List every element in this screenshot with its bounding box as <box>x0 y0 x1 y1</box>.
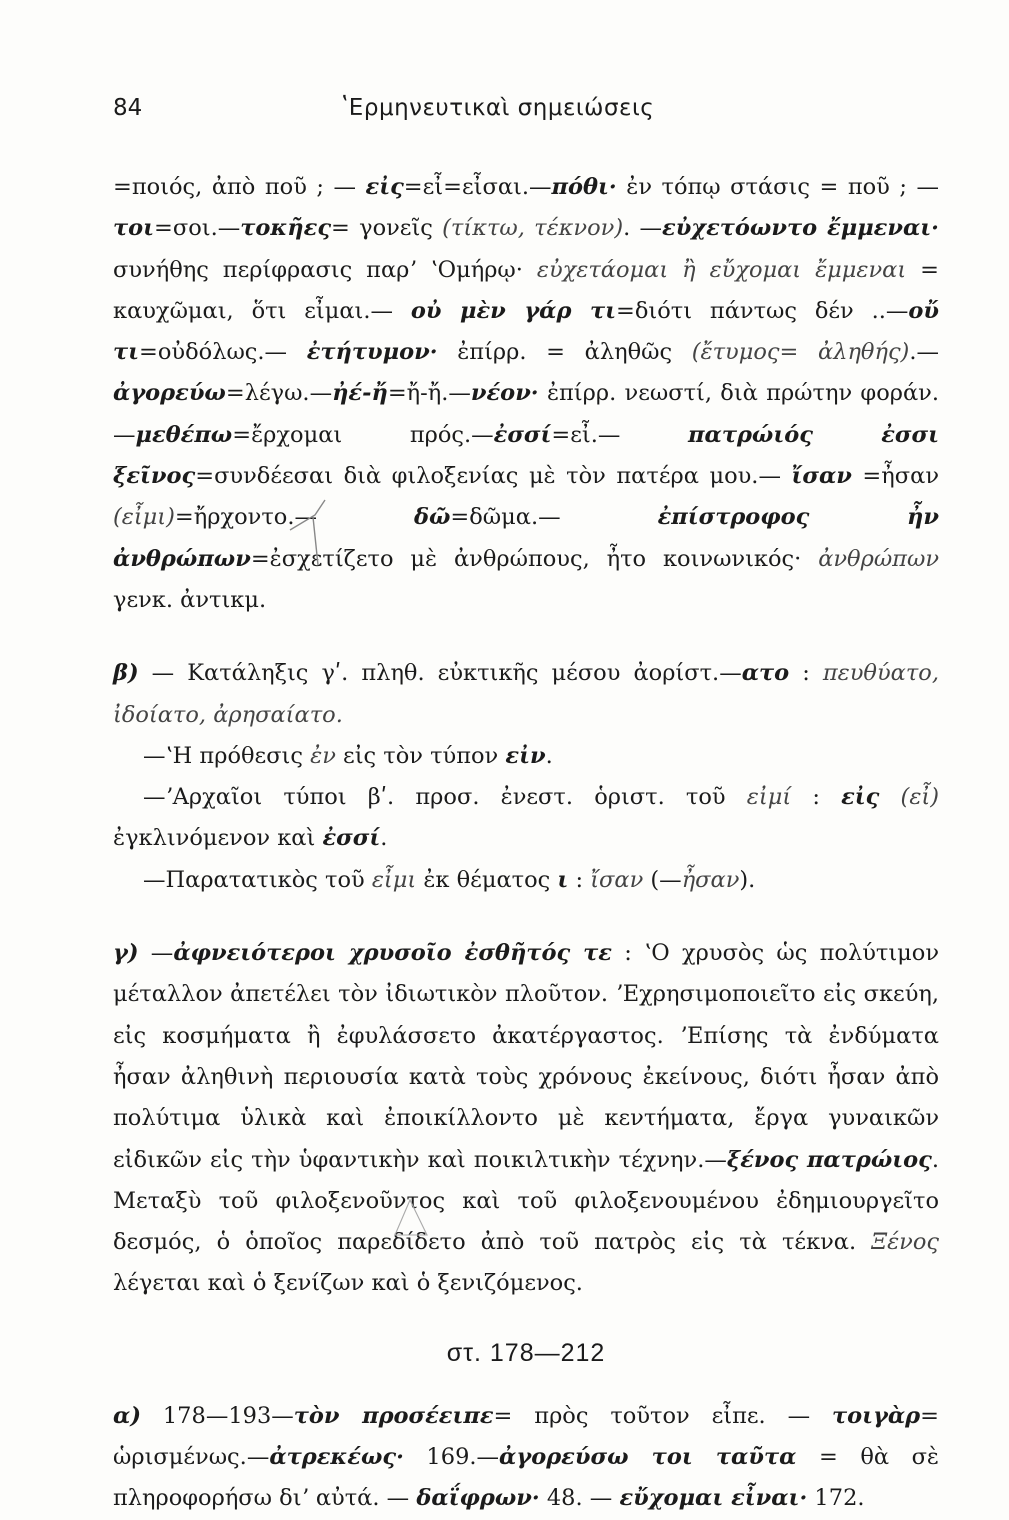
lemma-term: εὐχετόωντο ἔμμεναι· <box>662 215 939 242</box>
text-run: = καυχῶμαι, ὅτι εἶμαι.— <box>113 256 939 324</box>
italic-gloss: εἶμι <box>371 866 417 893</box>
lemma-term: ἐσσί <box>493 421 552 448</box>
text-run: =συνδέεσαι διὰ φιλοξενίας μὲ τὸν πατέρα μου.— <box>195 463 792 490</box>
text-run: λέγεται καὶ ὁ ξενίζων καὶ ὁ ξενιζόμενος. <box>113 1270 583 1297</box>
italic-gloss: (εἶμι) <box>113 504 175 531</box>
text-run: συνήθης περίφρασις παρʼ ʽΟμήρῳ· <box>113 256 537 283</box>
text-run: ἐπίρρ. νεωστί, διὰ πρώτην φοράν.— <box>113 380 939 448</box>
text-run: —Παρατατικὸς τοῦ <box>143 866 372 893</box>
text-run: γενκ. ἀντικμ. <box>113 586 267 613</box>
lemma-term: ἠέ-ἤ <box>332 380 388 407</box>
lemma-term: τὸν προσέειπε <box>293 1402 494 1429</box>
text-run: 172. <box>807 1485 865 1512</box>
text-run: 48. — <box>539 1485 620 1512</box>
text-run: (— <box>643 866 682 893</box>
text-run: =δῶμα.— <box>450 504 658 531</box>
text-run: = θὰ σὲ πληροφορήσω διʼ αὐτά. — <box>113 1444 940 1512</box>
italic-gloss: (εἶ) <box>900 784 939 811</box>
italic-gloss: εἰμί <box>746 784 792 811</box>
italic-gloss: (τίκτω, τέκνον) <box>442 215 624 242</box>
text-run: ἐγκλινόμενον καὶ <box>113 825 323 852</box>
text-run: =οὐδόλως.— <box>139 339 307 366</box>
lemma-term: ξένος πατρώιος <box>726 1146 932 1173</box>
italic-gloss: ἴσαν <box>590 866 644 893</box>
text-run: ). <box>739 866 756 893</box>
lemma-term: γ) <box>113 940 139 967</box>
italic-gloss: πευθύατο, ἰδοίατο, ἀρησαίατο. <box>113 660 939 728</box>
lemma-term: δαΐφρων· <box>416 1485 540 1512</box>
lemma-term: ἀγορεύσω τοι ταῦτα <box>499 1444 797 1471</box>
text-run: =ἐσχετίζετο μὲ ἀνθρώπους, ἦτο κοινωνικός· <box>250 545 819 572</box>
text-run: .— <box>909 339 939 366</box>
pencil-mark <box>285 495 355 575</box>
italic-gloss: ἐν <box>310 742 336 769</box>
lemma-term: μεθέπω <box>135 421 233 448</box>
text-run: — Κατάληξις γʹ. πληθ. εὐκτικῆς μέσου ἀορίστ.— <box>138 660 742 687</box>
italic-gloss: εὐχετάομαι ἢ εὔχομαι ἔμμεναι <box>536 256 907 283</box>
text-run: . <box>545 742 553 769</box>
text-run: —ʼΑρχαῖοι τύποι βʹ. προσ. ἐνεστ. ὁριστ. τοῦ <box>143 784 747 811</box>
text-run: =ἤ-ἤ.— <box>387 380 471 407</box>
text-run: =ἦσαν <box>851 463 939 490</box>
text-run: = ὡρισμένως.— <box>113 1402 939 1471</box>
text-run: . Μεταξὺ τοῦ φιλοξενοῦντος καὶ τοῦ φιλοξενουμένου ἐδημιουργεῖτο δεσμός, ὁ ὁποῖος παρεδίδετο ἀπὸ τοῦ πατρὸς εἰς τὰ τέκνα. <box>113 1146 939 1256</box>
text-run: ἐπίρρ. = ἀληθῶς <box>437 339 692 366</box>
lemma-term: ἐτήτυμον· <box>306 339 438 366</box>
italic-gloss: (ἔτυμος= ἀληθής) <box>691 339 910 366</box>
text-run: . <box>380 825 388 852</box>
text-run: —ʽΗ πρόθεσις <box>143 742 311 769</box>
text-run: . — <box>623 215 663 242</box>
commentary-paragraph <box>113 860 939 901</box>
commentary-body <box>113 167 939 1520</box>
commentary-paragraph <box>113 736 939 777</box>
text-run: 169.— <box>403 1444 500 1471</box>
italic-gloss: Ξένος <box>871 1229 939 1256</box>
lemma-term: πόθι· <box>551 174 617 200</box>
lemma-term: δῶ <box>413 504 451 531</box>
text-run: =σοι.— <box>154 215 241 242</box>
lemma-term: β) <box>113 660 139 687</box>
text-run: =λέγω.— <box>225 380 333 407</box>
lemma-term: ἐσσί <box>322 825 381 852</box>
lemma-term: εἰς <box>841 784 880 811</box>
lemma-term: ἴσαν <box>791 463 852 490</box>
lemma-term: ι <box>557 866 569 893</box>
lemma-term: εἰν <box>505 742 546 769</box>
text-run: : ʽΟ χρυσὸς ὡς πολύτιμον μέταλλον ἀπετέλει τὸν ἰδιωτικὸν πλοῦτον. ʼΕχρησιμοποιεῖτο εἰς σκεύη, εἰς κοσμήματα ἢ ἐφυλάσσετο ἀκατέργαστος. ʼΕπίσης τὰ ἐνδύματα ἦσαν ἀληθινὴ περιουσία κατὰ τοὺς χρόνους ἐκείνους, διότι ἦσαν ἀπὸ πολύτιμα ὑλικὰ καὶ ἐποικίλλοντο μὲ κεντήματα, ἔργα γυναικῶν εἰδικῶν εἰς τὴν ὑφαντικὴν καὶ ποικιλτικὴν τέχνην.— <box>113 940 940 1173</box>
text-run: : <box>791 784 842 811</box>
text-run: : <box>568 866 591 893</box>
text-run: : <box>789 660 823 687</box>
running-title: ʽΕρμηνευτικαὶ σημειώσεις <box>341 95 655 121</box>
lemma-term: α) <box>113 1402 141 1429</box>
commentary-paragraph <box>113 167 939 621</box>
text-run: — <box>138 940 174 967</box>
lemma-term: οὔ τι <box>113 297 940 366</box>
lemma-term: τοιγὰρ <box>831 1402 921 1429</box>
text-run: εἰς τὸν τύπον <box>335 742 506 769</box>
text-run: =ποιός, ἀπὸ ποῦ ; — <box>113 174 366 200</box>
lemma-term: ἀγορεύω <box>113 380 226 407</box>
pencil-mark <box>392 1195 432 1240</box>
text-run: =ἔρχομαι πρός.— <box>232 421 494 448</box>
italic-gloss: ἦσαν <box>681 866 740 893</box>
lemma-term: τοκῆες <box>240 215 332 242</box>
text-run: = γονεῖς <box>331 215 443 242</box>
lemma-term: εἰς <box>365 174 404 200</box>
commentary-paragraph <box>113 653 939 736</box>
text-run: = πρὸς τοῦτον εἶπε. — <box>493 1402 832 1429</box>
commentary-paragraph <box>113 777 939 860</box>
section-heading: στ. 178—212 <box>446 1338 606 1367</box>
lemma-term: οὐ μὲν γάρ τι <box>410 297 617 324</box>
commentary-paragraph <box>113 933 939 1305</box>
text-run: =ἤρχοντο.— <box>174 504 414 531</box>
lemma-term: εὔχομαι εἶναι· <box>619 1485 808 1512</box>
lemma-term: νέον· <box>470 380 539 407</box>
lemma-term: ατο <box>741 660 790 687</box>
lemma-term: τοι <box>113 215 155 242</box>
text-run: ἐκ θέματος <box>416 866 558 893</box>
page-header <box>113 95 939 135</box>
italic-gloss: ἀνθρώπων <box>818 545 939 572</box>
lemma-term: ἀφνειότεροι χρυσοῖο ἐσθῆτός τε <box>173 940 612 967</box>
text-run: 178—193— <box>140 1402 294 1429</box>
text-run: =εἶ.— <box>551 421 689 448</box>
lemma-term: πατρώιός ἐσσι ξεῖνος <box>113 421 939 490</box>
page-number: 84 <box>113 95 143 121</box>
text-run: =διότι πάντως δέν ..— <box>616 297 909 324</box>
text-run: =εἶ=εἶσαι.— <box>403 174 552 200</box>
commentary-paragraph <box>113 1396 939 1520</box>
text-run <box>879 784 900 810</box>
lemma-term: ἐπίστροφος ἦν ἀνθρώπων <box>113 504 939 572</box>
lemma-term: ἀτρεκέως· <box>269 1444 404 1471</box>
text-run: ἐν τόπῳ στάσις = ποῦ ; — <box>616 174 939 200</box>
